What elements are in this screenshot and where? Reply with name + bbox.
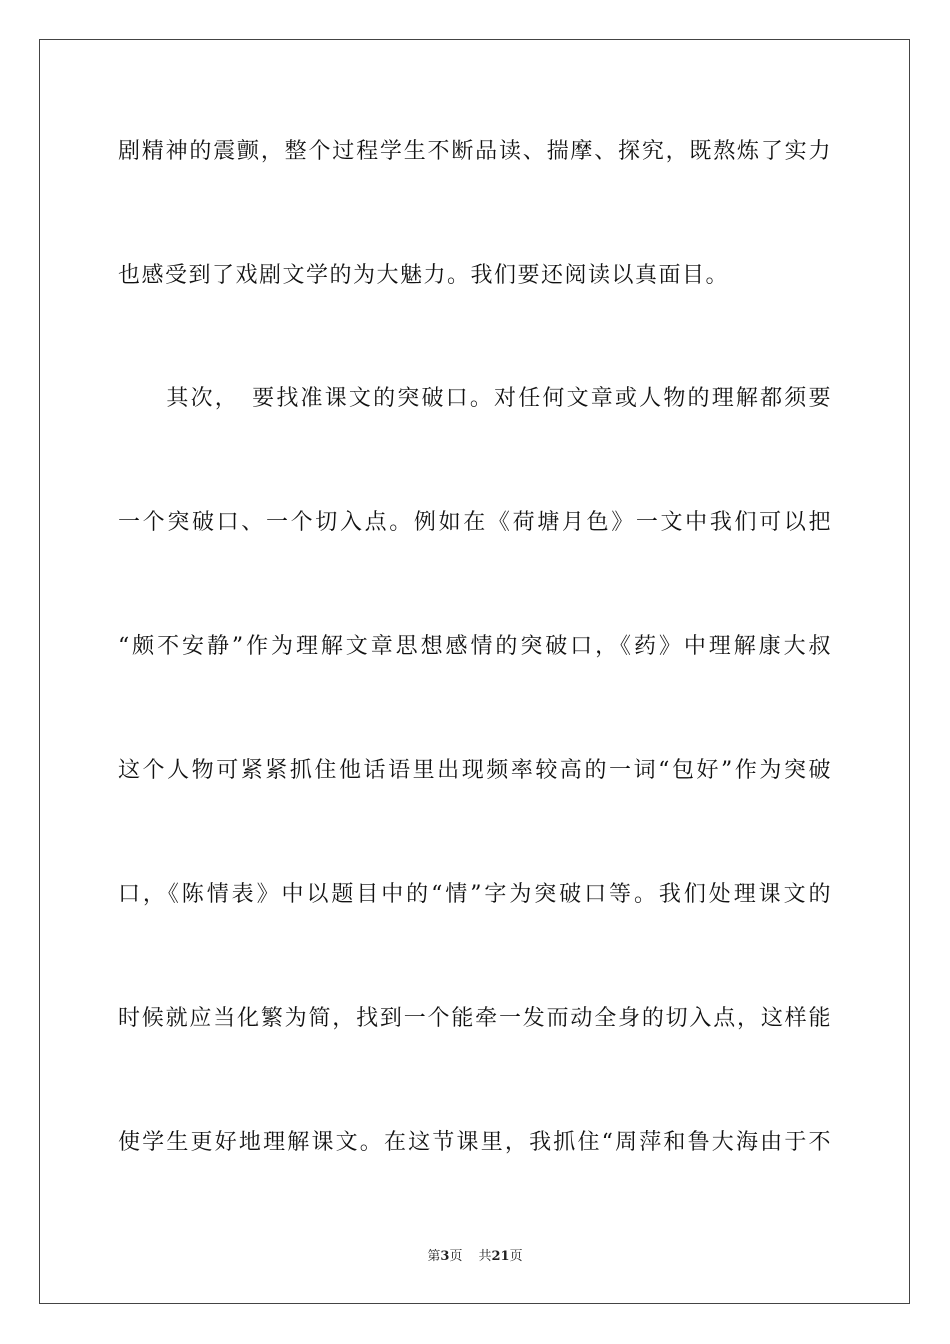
footer-page-prefix: 第 [427, 1249, 441, 1264]
footer-page-suffix: 页 [449, 1249, 463, 1264]
body-line-7: 口，《陈情表》中以题目中的“情”字为突破口等。我们处理课文的 [118, 882, 832, 907]
footer-page-number: 3 [440, 1249, 450, 1264]
footer-total-pages: 21 [491, 1249, 510, 1264]
footer-total-suffix: 页 [509, 1249, 523, 1264]
body-line-8: 时候就应当化繁为简，找到一个能牵一发而动全身的切入点，这样能 [118, 1006, 832, 1031]
body-line-3: 其次， 要找准课文的突破口。对任何文章或人物的理解都须要 [118, 386, 832, 411]
body-line-1: 剧精神的震颤，整个过程学生不断品读、揣摩、探究，既熬炼了实力 [118, 139, 832, 164]
page-footer [0, 1248, 950, 1266]
body-line-5: “颇不安静”作为理解文章思想感情的突破口，《药》中理解康大叔 [118, 634, 832, 659]
body-line-4: 一个突破口、一个切入点。例如在《荷塘月色》一文中我们可以把 [118, 510, 832, 535]
page-border [39, 39, 910, 1304]
body-line-2: 也感受到了戏剧文学的为大魅力。我们要还阅读以真面目。 [118, 263, 730, 288]
body-line-9: 使学生更好地理解课文。在这节课里，我抓住“周萍和鲁大海由于不 [118, 1130, 832, 1155]
footer-total-prefix: 共 [478, 1249, 492, 1264]
body-line-6: 这个人物可紧紧抓住他话语里出现频率较高的一词“包好”作为突破 [118, 758, 832, 783]
